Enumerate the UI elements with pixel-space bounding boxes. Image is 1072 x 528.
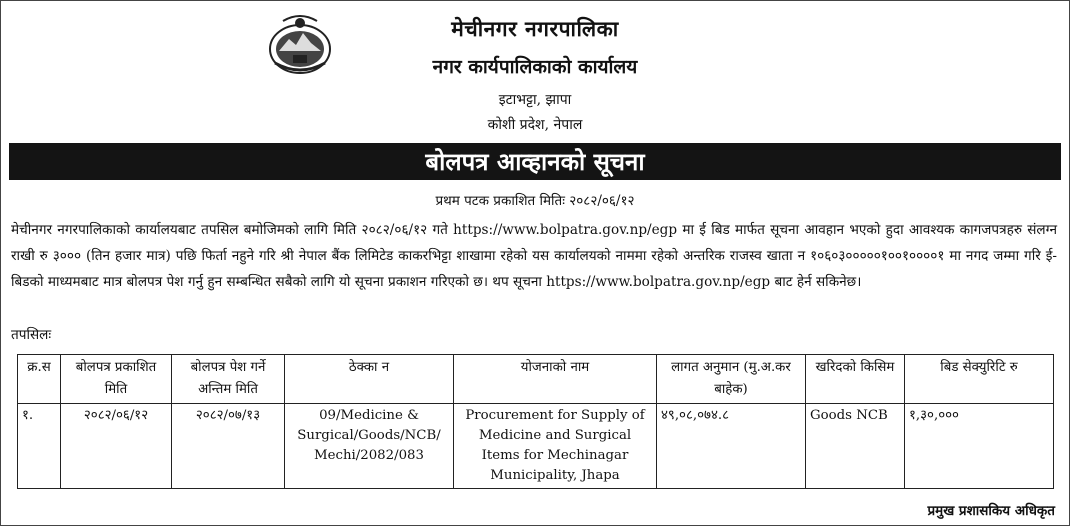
col-bid-security: बिड सेक्युरिटि रु (905, 355, 1054, 404)
col-cost: लागत अनुमान (मु.अ.कर बाहेक) (657, 355, 806, 404)
col-pub-date: बोलपत्र प्रकाशित मिति (61, 355, 172, 404)
notice-header (1, 1, 1069, 143)
address-line-1: इटाभट्टा, झापा (498, 92, 572, 108)
cell-project: Procurement for Supply of Medicine and Surgical Items for Mechinagar Municipality, Jhapa (454, 404, 657, 489)
signature-title: प्रमुख प्रशासकिय अधिकृत (927, 503, 1055, 519)
cell-sub-date: २०८२/०७/१३ (172, 404, 285, 489)
col-sub-date: बोलपत्र पेश गर्ने अन्तिम मिति (172, 355, 285, 404)
office-name: नगर कार्यपालिकाको कार्यालय (432, 56, 638, 78)
cell-bid-security: १,३०,००० (905, 404, 1054, 489)
cell-pub-date: २०८२/०६/१२ (61, 404, 172, 489)
published-date: प्रथम पटक प्रकाशित मितिः २०८२/०६/१२ (435, 193, 635, 209)
cell-cost: ४९,०८,०७४.८ (657, 404, 806, 489)
table-row (18, 404, 1054, 489)
col-sn: क्र.स (18, 355, 61, 404)
col-contract-no: ठेक्का न (285, 355, 454, 404)
col-project: योजनाको नाम (454, 355, 657, 404)
cell-contract-no: 09/Medicine & Surgical/Goods/NCB/ Mechi/2082/083 (285, 404, 454, 489)
municipality-name: मेचीनगर नगरपालिका (451, 16, 619, 41)
notice-body: मेचीनगर नगरपालिकाको कार्यालयबाट तपसिल बमोजिमको लागि मिति २०८२/०६/१२ गते https://www.bolpatra.gov.np/egp मा ई बिड मार्फत सूचना आवहान भएको हुदा आवश्यक कागजपत्रहरु संलग्न राखी रु ३००० (तिन हजार मात्र) पछि फिर्ता नहुने गरि श्री नेपाल बैंक लिमिटेड काकरभिट्टा शाखामा रहेको यस कार्यालयको नाममा रहेको अन्तरिक राजस्व खाता न १०६०३०००००१००१००००१ मा नगद जम्मा गरि ई-बिडको माध्यमबाट मात्र बोलपत्र पेश गर्नु हुन सम्बन्धित सबैको लागि यो सूचना प्रकाशन गरिएको छ। थप सूचना https://www.bolpatra.gov.np/egp बाट हेर्न सकिनेछ। (11, 222, 1057, 290)
details-label: तपसिलः (11, 327, 52, 343)
notice-title: बोलपत्र आव्हानको सूचना (9, 143, 1061, 180)
table-header-row (18, 355, 1054, 404)
tender-table (17, 354, 1054, 489)
cell-sn: १. (18, 404, 61, 489)
cell-type: Goods NCB (806, 404, 905, 489)
col-type: खरिदको किसिम (806, 355, 905, 404)
address-line-2: कोशी प्रदेश, नेपाल (487, 117, 583, 133)
